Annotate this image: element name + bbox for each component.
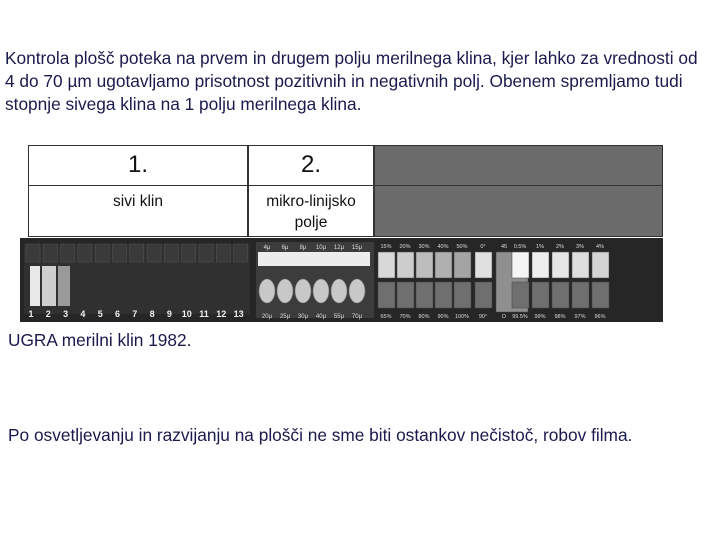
col2-label: mikro-linijsko polje bbox=[248, 185, 374, 237]
micro-line-circle bbox=[259, 279, 275, 303]
halftone-bottom-label: 90% bbox=[437, 314, 449, 320]
col2-number: 2. bbox=[248, 145, 374, 186]
micro-top-label: 8μ bbox=[299, 245, 307, 251]
grey-step-number: 1 bbox=[28, 309, 34, 319]
halftone-bottom-label: 99.5% bbox=[512, 314, 528, 320]
halftone-patch-dark bbox=[532, 282, 549, 308]
micro-line-circle bbox=[349, 279, 365, 303]
grey-step-light bbox=[30, 266, 40, 306]
grey-density-label-box bbox=[26, 244, 40, 262]
halftone-patch bbox=[552, 252, 569, 278]
halftone-patch bbox=[572, 252, 589, 278]
wedge-header-table bbox=[28, 145, 663, 237]
halftone-bottom-label: 80% bbox=[418, 314, 430, 320]
halftone-patch bbox=[435, 252, 452, 278]
halftone-top-label: 15% bbox=[380, 244, 392, 250]
halftone-top-label: 45 bbox=[500, 244, 508, 250]
grey-step-number: 6 bbox=[114, 309, 121, 319]
halftone-bottom-label: 98% bbox=[554, 314, 566, 320]
halftone-patch-dark bbox=[512, 282, 529, 308]
halftone-patch-dark bbox=[378, 282, 395, 308]
halftone-bottom-label: 90° bbox=[478, 314, 488, 320]
halftone-top-label: 50% bbox=[456, 244, 468, 250]
grey-step-number: 2 bbox=[45, 309, 51, 319]
micro-bottom-label: 30μ bbox=[297, 314, 309, 320]
grey-density-label-box bbox=[61, 244, 75, 262]
halftone-bottom-label: D bbox=[502, 314, 506, 320]
micro-line-circle bbox=[295, 279, 311, 303]
grey-density-label-box bbox=[234, 244, 248, 262]
halftone-bottom-label: 97% bbox=[574, 314, 586, 320]
halftone-bottom-label: 99% bbox=[534, 314, 546, 320]
micro-bottom-label: 40μ bbox=[315, 314, 327, 320]
col1-number: 1. bbox=[28, 145, 248, 186]
grey-density-label-box bbox=[95, 244, 109, 262]
grey-step-number: 8 bbox=[149, 309, 155, 319]
halftone-patch bbox=[378, 252, 395, 278]
grey-density-label-box bbox=[147, 244, 161, 262]
grey-density-label-box bbox=[130, 244, 144, 262]
halftone-patch bbox=[454, 252, 471, 278]
halftone-patch-dark bbox=[592, 282, 609, 308]
grey-step-number: 3 bbox=[63, 309, 69, 319]
micro-line-circle bbox=[277, 279, 293, 303]
halftone-patch-dark bbox=[552, 282, 569, 308]
halftone-patch-dark bbox=[416, 282, 433, 308]
grey-step-dark bbox=[58, 266, 70, 306]
grey-step-number: 12 bbox=[216, 309, 227, 319]
halftone-patch-dark bbox=[454, 282, 471, 308]
halftone-patch-dark bbox=[572, 282, 589, 308]
micro-top-label: 6μ bbox=[281, 245, 289, 251]
grey-step-number: 10 bbox=[181, 309, 192, 319]
intro-paragraph: Kontrola plošč poteka na prvem in drugem polju merilnega klina, kjer lahko za vrednosti od 4 do 70 µm ugotavljamo prisotnost pozitivnih in negativnih polj. Obenem spremljamo tudi stopnje sivega klina na 1 polju merilnega klina. bbox=[5, 48, 698, 114]
grey-step-number: 13 bbox=[233, 309, 244, 319]
halftone-bottom-label: 70% bbox=[399, 314, 411, 320]
halftone-top-label: 20% bbox=[399, 244, 411, 250]
label-dark-cell bbox=[374, 185, 663, 237]
micro-top-label: 4μ bbox=[263, 245, 271, 251]
grey-step-number: 7 bbox=[132, 309, 138, 319]
halftone-top-label: 40% bbox=[437, 244, 449, 250]
grey-step-number: 4 bbox=[80, 309, 86, 319]
ugra-wedge-image bbox=[20, 238, 663, 322]
halftone-patch bbox=[532, 252, 549, 278]
micro-bottom-label: 55μ bbox=[333, 314, 345, 320]
halftone-patch bbox=[475, 252, 492, 278]
halftone-top-label: 0° bbox=[480, 244, 486, 250]
halftone-patch-dark bbox=[435, 282, 452, 308]
ugra-wedge-graphic bbox=[20, 238, 663, 322]
development-note: Po osvetljevanju in razvijanju na plošči ne sme biti ostankov nečistoč, robov filma. bbox=[8, 425, 633, 445]
grey-density-label-box bbox=[113, 244, 127, 262]
micro-line-circle bbox=[313, 279, 329, 303]
halftone-top-label: 2% bbox=[556, 244, 564, 250]
grey-step-number: 9 bbox=[166, 309, 172, 319]
halftone-top-label: 4% bbox=[596, 244, 604, 250]
micro-top-label: 12μ bbox=[333, 245, 345, 251]
grey-density-label-box bbox=[43, 244, 57, 262]
header-dark-cell bbox=[374, 145, 663, 186]
halftone-patch bbox=[416, 252, 433, 278]
halftone-patch-dark bbox=[397, 282, 414, 308]
halftone-patch bbox=[512, 252, 529, 278]
halftone-patch bbox=[592, 252, 609, 278]
halftone-top-label: 1% bbox=[536, 244, 544, 250]
halftone-patch bbox=[397, 252, 414, 278]
grey-step-mid bbox=[42, 266, 56, 306]
micro-bottom-label: 25μ bbox=[279, 314, 291, 320]
grey-step-number: 11 bbox=[199, 309, 209, 319]
halftone-bottom-label: 65% bbox=[380, 314, 392, 320]
micro-line-bar bbox=[258, 252, 370, 266]
halftone-patch-dark bbox=[475, 282, 492, 308]
halftone-top-label: 0.5% bbox=[513, 244, 527, 250]
grey-density-label-box bbox=[182, 244, 196, 262]
halftone-bottom-label: 100% bbox=[454, 314, 470, 320]
micro-line-circle bbox=[331, 279, 347, 303]
micro-bottom-label: 70μ bbox=[351, 314, 363, 320]
grey-density-label-box bbox=[164, 244, 178, 262]
halftone-top-label: 30% bbox=[418, 244, 430, 250]
grey-step-number: 5 bbox=[97, 309, 103, 319]
grey-density-label-box bbox=[78, 244, 92, 262]
grey-density-label-box bbox=[216, 244, 230, 262]
micro-bottom-label: 20μ bbox=[261, 314, 273, 320]
col1-label: sivi klin bbox=[28, 185, 248, 237]
wedge-caption: UGRA merilni klin 1982. bbox=[8, 330, 192, 350]
micro-top-label: 15μ bbox=[351, 245, 363, 251]
halftone-top-label: 3% bbox=[576, 244, 584, 250]
micro-top-label: 10μ bbox=[315, 245, 327, 251]
grey-density-label-box bbox=[199, 244, 213, 262]
halftone-bottom-label: 96% bbox=[594, 314, 606, 320]
